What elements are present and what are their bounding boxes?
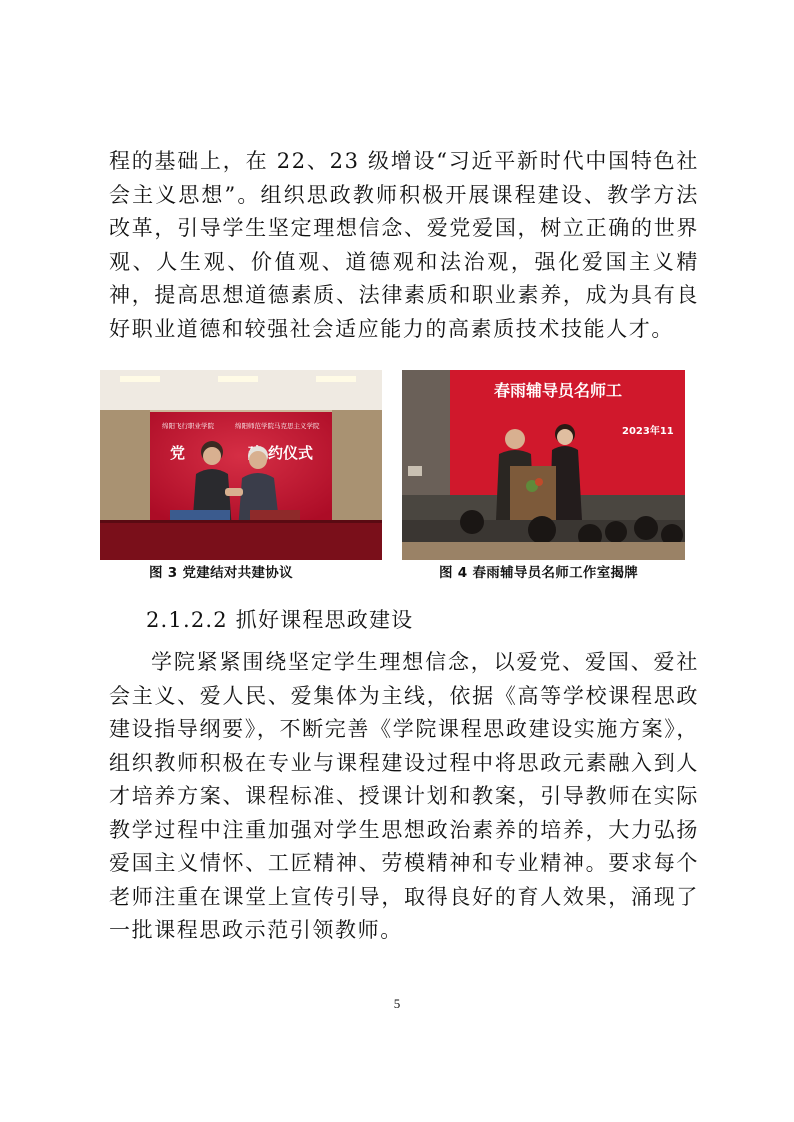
audience-head xyxy=(460,510,484,534)
banner-org-right: 绵阳师范学院马克思主义学院 xyxy=(235,422,320,430)
banner-title-part-3: 约仪式 xyxy=(268,444,314,462)
banner-title: 春雨辅导员名师工 xyxy=(494,381,623,400)
ceiling-light xyxy=(316,376,356,382)
desk-row xyxy=(402,542,685,560)
figure-4-photo xyxy=(402,370,685,560)
wall-panel-left xyxy=(100,410,150,530)
man-head xyxy=(505,429,525,449)
banner-date: 2023年11 xyxy=(622,426,674,437)
figure-3-photo xyxy=(100,370,382,560)
figure-4-caption: 图 4 春雨辅导员名师工作室揭牌 xyxy=(439,565,639,581)
ceiling-light xyxy=(120,376,160,382)
wooden-plaque xyxy=(510,466,556,524)
body-paragraph-1: 程的基础上，在 22、23 级增设“习近平新时代中国特色社会主义思想”。组织思政教师积极开展课程建设、教学方法改革，引导学生坚定理想信念、爱党爱国，树立正确的世界观、人生观、价值观、道德观和法治观，强化爱国主义精神，提高思想道德素质、法律素质和职业素养，成为具有良好职业道德和较强社会适应能力的高素质技术技能人才。 xyxy=(109,149,699,341)
handshake xyxy=(225,488,243,496)
body-paragraph-2: 学院紧紧围绕坚定学生理想信念，以爱党、爱国、爱社会主义、爱人民、爱集体为主线，依据《高等学校课程思政建设指导纲要》，不断完善《学院课程思政建设实施方案》，组织教师积极在专业与课程建设过程中将思政元素融入到人才培养方案、课程标准、授课计划和教案，引导教师在实际教学过程中注重加强对学生思想政治素养的培养，大力弘扬爱国主义情怀、工匠精神、劳模精神和专业精神。要求每个老师注重在课堂上宣传引导，取得良好的育人效果，涌现了一批课程思政示范引领教师。 xyxy=(109,650,699,942)
plaque-unveiling-photo xyxy=(402,370,685,560)
figure-3-caption: 图 3 党建结对共建协议 xyxy=(149,565,293,581)
red-table xyxy=(100,520,382,560)
party-building-signing-photo xyxy=(100,370,382,560)
audience-head xyxy=(634,516,658,540)
wall-panel-right xyxy=(332,410,382,530)
page-number: 5 xyxy=(393,996,401,1011)
audience-head xyxy=(528,516,556,544)
banner-title-part-1: 党 xyxy=(170,444,186,462)
section-heading: 2.1.2.2 抓好课程思政建设 xyxy=(146,608,414,632)
table-nameplate xyxy=(170,510,230,520)
wall-left xyxy=(402,370,450,495)
audience-head xyxy=(605,521,627,543)
ceiling-light xyxy=(218,376,258,382)
signing-folder xyxy=(250,510,300,520)
banner-org-left: 绵阳飞行职业学院 xyxy=(162,422,214,430)
